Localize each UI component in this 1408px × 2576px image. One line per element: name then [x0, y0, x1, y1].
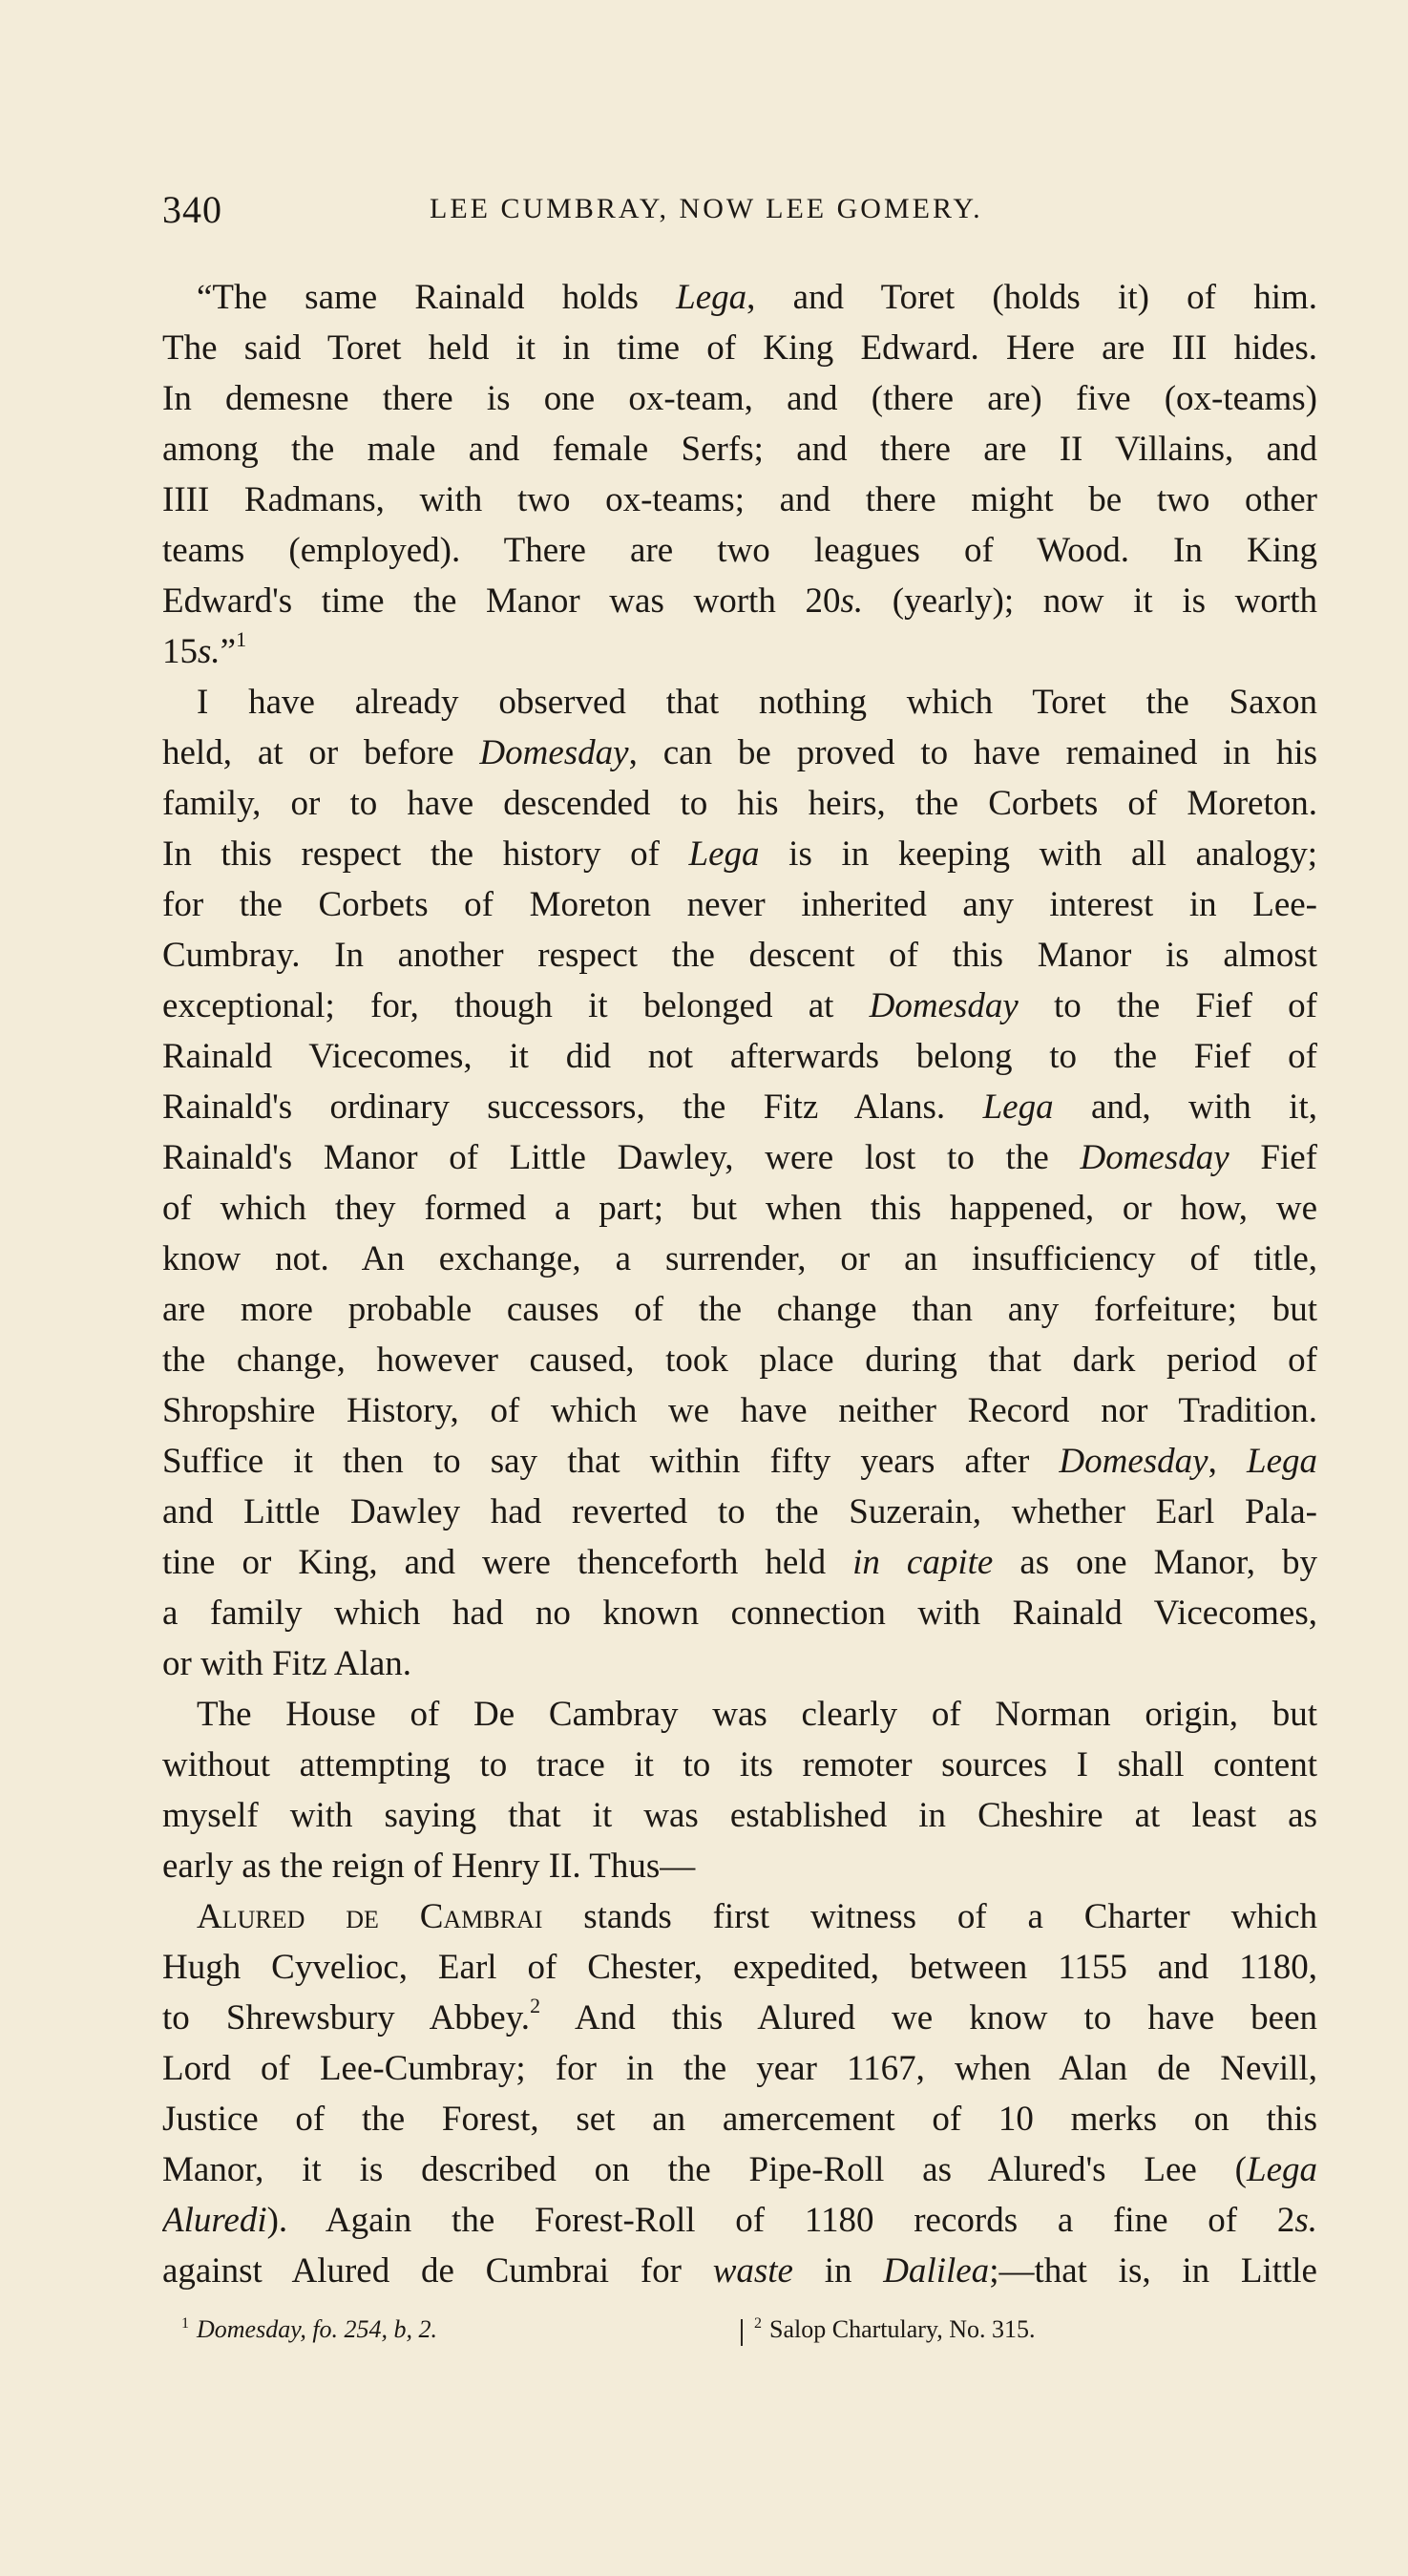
text-line-24: Suffice it then to say that within fifty years after Domesday, Lega: [162, 1442, 1317, 1481]
text-line-33: Alured de Cambrai stands first witness of a Charter which: [197, 1897, 1317, 1936]
text-line-26: tine or King, and were thenceforth held in capite as one Manor, by: [162, 1543, 1317, 1582]
text-line-16: Rainald Vicecomes, it did not afterwards belong to the Fief of: [162, 1037, 1317, 1076]
text-line-3: In demesne there is one ox-team, and (there are) five (ox-teams): [162, 379, 1317, 418]
text-line-18: Rainald's Manor of Little Dawley, were lost to the Domesday Fief: [162, 1138, 1317, 1177]
text-line-11: family, or to have descended to his heirs, the Corbets of Moreton.: [162, 784, 1317, 823]
footnote-divider: [741, 2319, 743, 2346]
text-line-25: and Little Dawley had reverted to the Suzerain, whether Earl Pala-: [162, 1492, 1317, 1531]
text-line-8: [162, 626, 1317, 677]
small-caps-name: Alured de Cambrai: [197, 1897, 543, 1936]
italic-term: Aluredi: [162, 2201, 267, 2240]
running-title: LEE CUMBRAY, NOW LEE GOMERY.: [430, 193, 983, 224]
footnote-1-text: Domesday, fo. 254, b, 2.: [197, 2315, 438, 2343]
footnote-ref-2[interactable]: 2: [530, 1993, 541, 2017]
text-line-23: Shropshire History, of which we have neither Record nor Tradition.: [162, 1391, 1317, 1430]
text-line-6: teams (employed). There are two leagues of Wood. In King: [162, 531, 1317, 570]
text-line-31: myself with saying that it was established in Cheshire at least as: [162, 1796, 1317, 1835]
italic-term: Domesday: [869, 986, 1019, 1025]
italic-term: Lega: [1247, 2150, 1317, 2189]
text-line-38: Manor, it is described on the Pipe-Roll as Alured's Lee (Lega: [162, 2150, 1317, 2189]
running-head: [162, 187, 1274, 235]
text-line-21: are more probable causes of the change than any forfeiture; but: [162, 1290, 1317, 1329]
footnote-2-mark: 2: [754, 2315, 762, 2332]
text-line-22: the change, however caused, took place during that dark period of: [162, 1341, 1317, 1380]
italic-unit: s.: [840, 581, 864, 621]
text-line-12: In this respect the history of Lega is in keeping with all analogy;: [162, 834, 1317, 874]
italic-term: waste: [712, 2251, 793, 2291]
text-line-34: Hugh Cyvelioc, Earl of Chester, expedited, between 1155 and 1180,: [162, 1948, 1317, 1987]
text-line-17: Rainald's ordinary successors, the Fitz Alans. Lega and, with it,: [162, 1087, 1317, 1127]
text-line-28: or with Fitz Alan.: [162, 1644, 412, 1683]
italic-unit: s.: [1294, 2201, 1317, 2240]
italic-term: Dalilea: [883, 2251, 990, 2291]
italic-term: Lega: [1247, 1442, 1317, 1481]
italic-term: in capite: [852, 1543, 994, 1582]
body-text: [162, 272, 1317, 2296]
footnote-ref-1[interactable]: 1: [236, 626, 247, 651]
footnote-1-mark: 1: [181, 2315, 189, 2332]
text-line-20: know not. An exchange, a surrender, or an insufficiency of title,: [162, 1239, 1317, 1278]
text-line-35-text: to Shrewsbury Abbey.$^2$ And this Alured we know to have been: [162, 1993, 1317, 2038]
italic-term: Domesday: [1059, 1442, 1208, 1481]
text-line-15: exceptional; for, though it belonged at Domesday to the Fief of: [162, 986, 1317, 1025]
italic-term: Lega: [982, 1087, 1054, 1127]
text-line-2: The said Toret held it in time of King Edward. Here are III hides.: [162, 328, 1317, 368]
text-line-4: among the male and female Serfs; and there are II Villains, and: [162, 430, 1317, 469]
text-line-27: a family which had no known connection with Rainald Vicecomes,: [162, 1594, 1317, 1633]
footnote-2-text: Salop Chartulary, No. 315.: [769, 2315, 1036, 2343]
text-line-36: Lord of Lee-Cumbray; for in the year 1167, when Alan de Nevill,: [162, 2049, 1317, 2088]
text-line-30: without attempting to trace it to its remoter sources I shall content: [162, 1745, 1317, 1784]
text-line-37: Justice of the Forest, set an amercement of 10 merks on this: [162, 2100, 1317, 2139]
text-line-9: I have already observed that nothing which Toret the Saxon: [197, 683, 1317, 722]
italic-term: Domesday: [1080, 1138, 1229, 1177]
text-line-29: The House of De Cambray was clearly of Norman origin, but: [197, 1695, 1317, 1734]
text-line-14: Cumbray. In another respect the descent of this Manor is almost: [162, 936, 1317, 975]
text-line-1: “The same Rainald holds Lega, and Toret (holds it) of him.: [197, 278, 1317, 317]
italic-unit: s.: [198, 632, 221, 671]
footnote-1: [181, 2315, 437, 2344]
text-line-8-text: 15s.”: [162, 632, 237, 671]
italic-term: Lega: [688, 834, 760, 874]
footnote-2: [754, 2315, 1036, 2344]
italic-term: Domesday: [479, 733, 629, 772]
text-line-7: Edward's time the Manor was worth 20s. (yearly); now it is worth: [162, 581, 1317, 621]
text-line-19: of which they formed a part; but when this happened, or how, we: [162, 1189, 1317, 1228]
footnotes: [181, 2315, 1289, 2354]
text-line-40: against Alured de Cumbrai for waste in Dalilea;—that is, in Little: [162, 2251, 1317, 2291]
page-number: 340: [162, 188, 222, 231]
text-line-35: [162, 1993, 1317, 2043]
text-line-5: IIII Radmans, with two ox-teams; and there might be two other: [162, 480, 1317, 519]
text-line-32: early as the reign of Henry II. Thus—: [162, 1847, 696, 1886]
text-line-39: Aluredi). Again the Forest-Roll of 1180 records a fine of 2s.: [162, 2201, 1317, 2240]
text-line-10: held, at or before Domesday, can be proved to have remained in his: [162, 733, 1317, 772]
italic-term: Lega: [676, 278, 747, 317]
text-line-13: for the Corbets of Moreton never inherited any interest in Lee-: [162, 885, 1317, 924]
